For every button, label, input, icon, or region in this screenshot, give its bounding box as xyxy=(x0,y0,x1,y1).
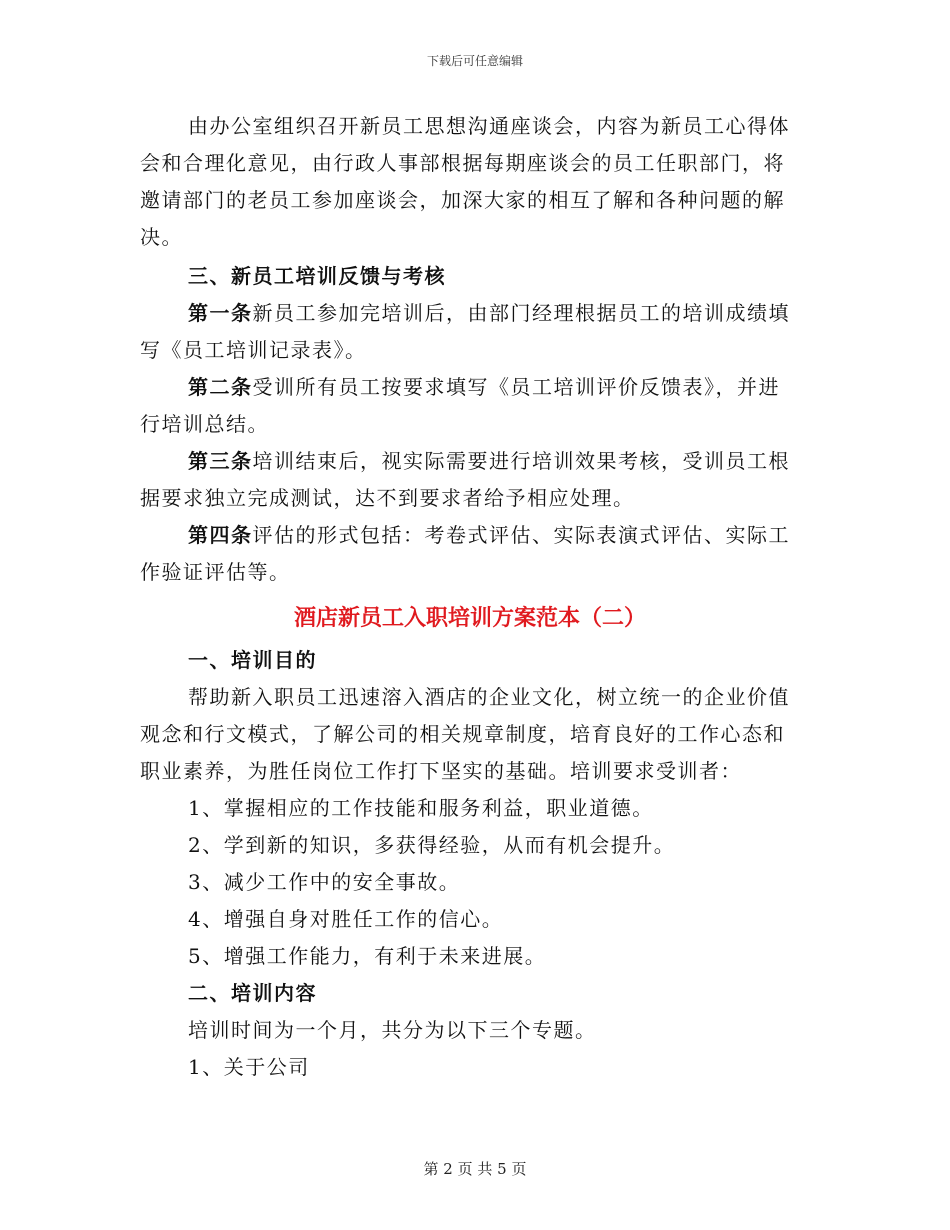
article-1-lead: 第一条 xyxy=(188,301,253,325)
topic-item: 1、关于公司 xyxy=(188,1055,310,1079)
article-4-lead: 第四条 xyxy=(188,523,253,547)
requirement-item: 1、掌握相应的工作技能和服务利益，职业道德。 xyxy=(188,796,654,820)
requirement-item: 2、学到新的知识，多获得经验，从而有机会提升。 xyxy=(188,833,676,857)
page-header: 下载后可任意编辑 xyxy=(426,54,523,68)
requirement-item: 4、增强自身对胜任工作的信心。 xyxy=(188,907,504,931)
article-4 xyxy=(140,517,800,591)
article-2-text: 受训所有员工按要求填写《员工培训评价反馈表》，并进行培训总结。 xyxy=(140,375,780,436)
heading-training-purpose: 一、培训目的 xyxy=(188,648,317,672)
article-3 xyxy=(140,443,800,517)
article-2 xyxy=(140,369,800,443)
article-1 xyxy=(140,295,800,369)
requirement-item: 3、减少工作中的安全事故。 xyxy=(188,870,461,894)
article-2-lead: 第二条 xyxy=(188,375,253,399)
heading-training-content: 二、培训内容 xyxy=(188,981,317,1005)
paragraph-forum: 由办公室组织召开新员工思想沟通座谈会，内容为新员工心得体会和合理化意见，由行政人事部根据每期座谈会的员工任职部门，将邀请部门的老员工参加座谈会，加深大家的相互了解和各种问题的解决。 xyxy=(140,114,790,249)
requirement-item: 5、增强工作能力，有利于未来进展。 xyxy=(188,944,547,968)
paragraph-content-intro: 培训时间为一个月，共分为以下三个专题。 xyxy=(188,1018,597,1042)
article-4-text: 评估的形式包括：考卷式评估、实际表演式评估、实际工作验证评估等。 xyxy=(140,523,790,584)
page-footer: 第 2 页 共 5 页 xyxy=(423,1160,527,1178)
document-body xyxy=(140,108,800,1086)
article-3-text: 培训结束后，视实际需要进行培训效果考核，受训员工根据要求独立完成测试，达不到要求者给予相应处理。 xyxy=(140,449,790,510)
article-1-text: 新员工参加完培训后，由部门经理根据员工的培训成绩填写《员工培训记录表》。 xyxy=(140,301,790,362)
paragraph-purpose: 帮助新入职员工迅速溶入酒店的企业文化，树立统一的企业价值观念和行文模式，了解公司的相关规章制度，培育良好的工作心态和职业素养，为胜任岗位工作打下坚实的基础。培训要求受训者： xyxy=(140,685,790,783)
article-3-lead: 第三条 xyxy=(188,449,253,473)
section-title: 酒店新员工入职培训方案范本（二） xyxy=(293,606,646,631)
heading-feedback-assessment: 三、新员工培训反馈与考核 xyxy=(188,264,446,288)
